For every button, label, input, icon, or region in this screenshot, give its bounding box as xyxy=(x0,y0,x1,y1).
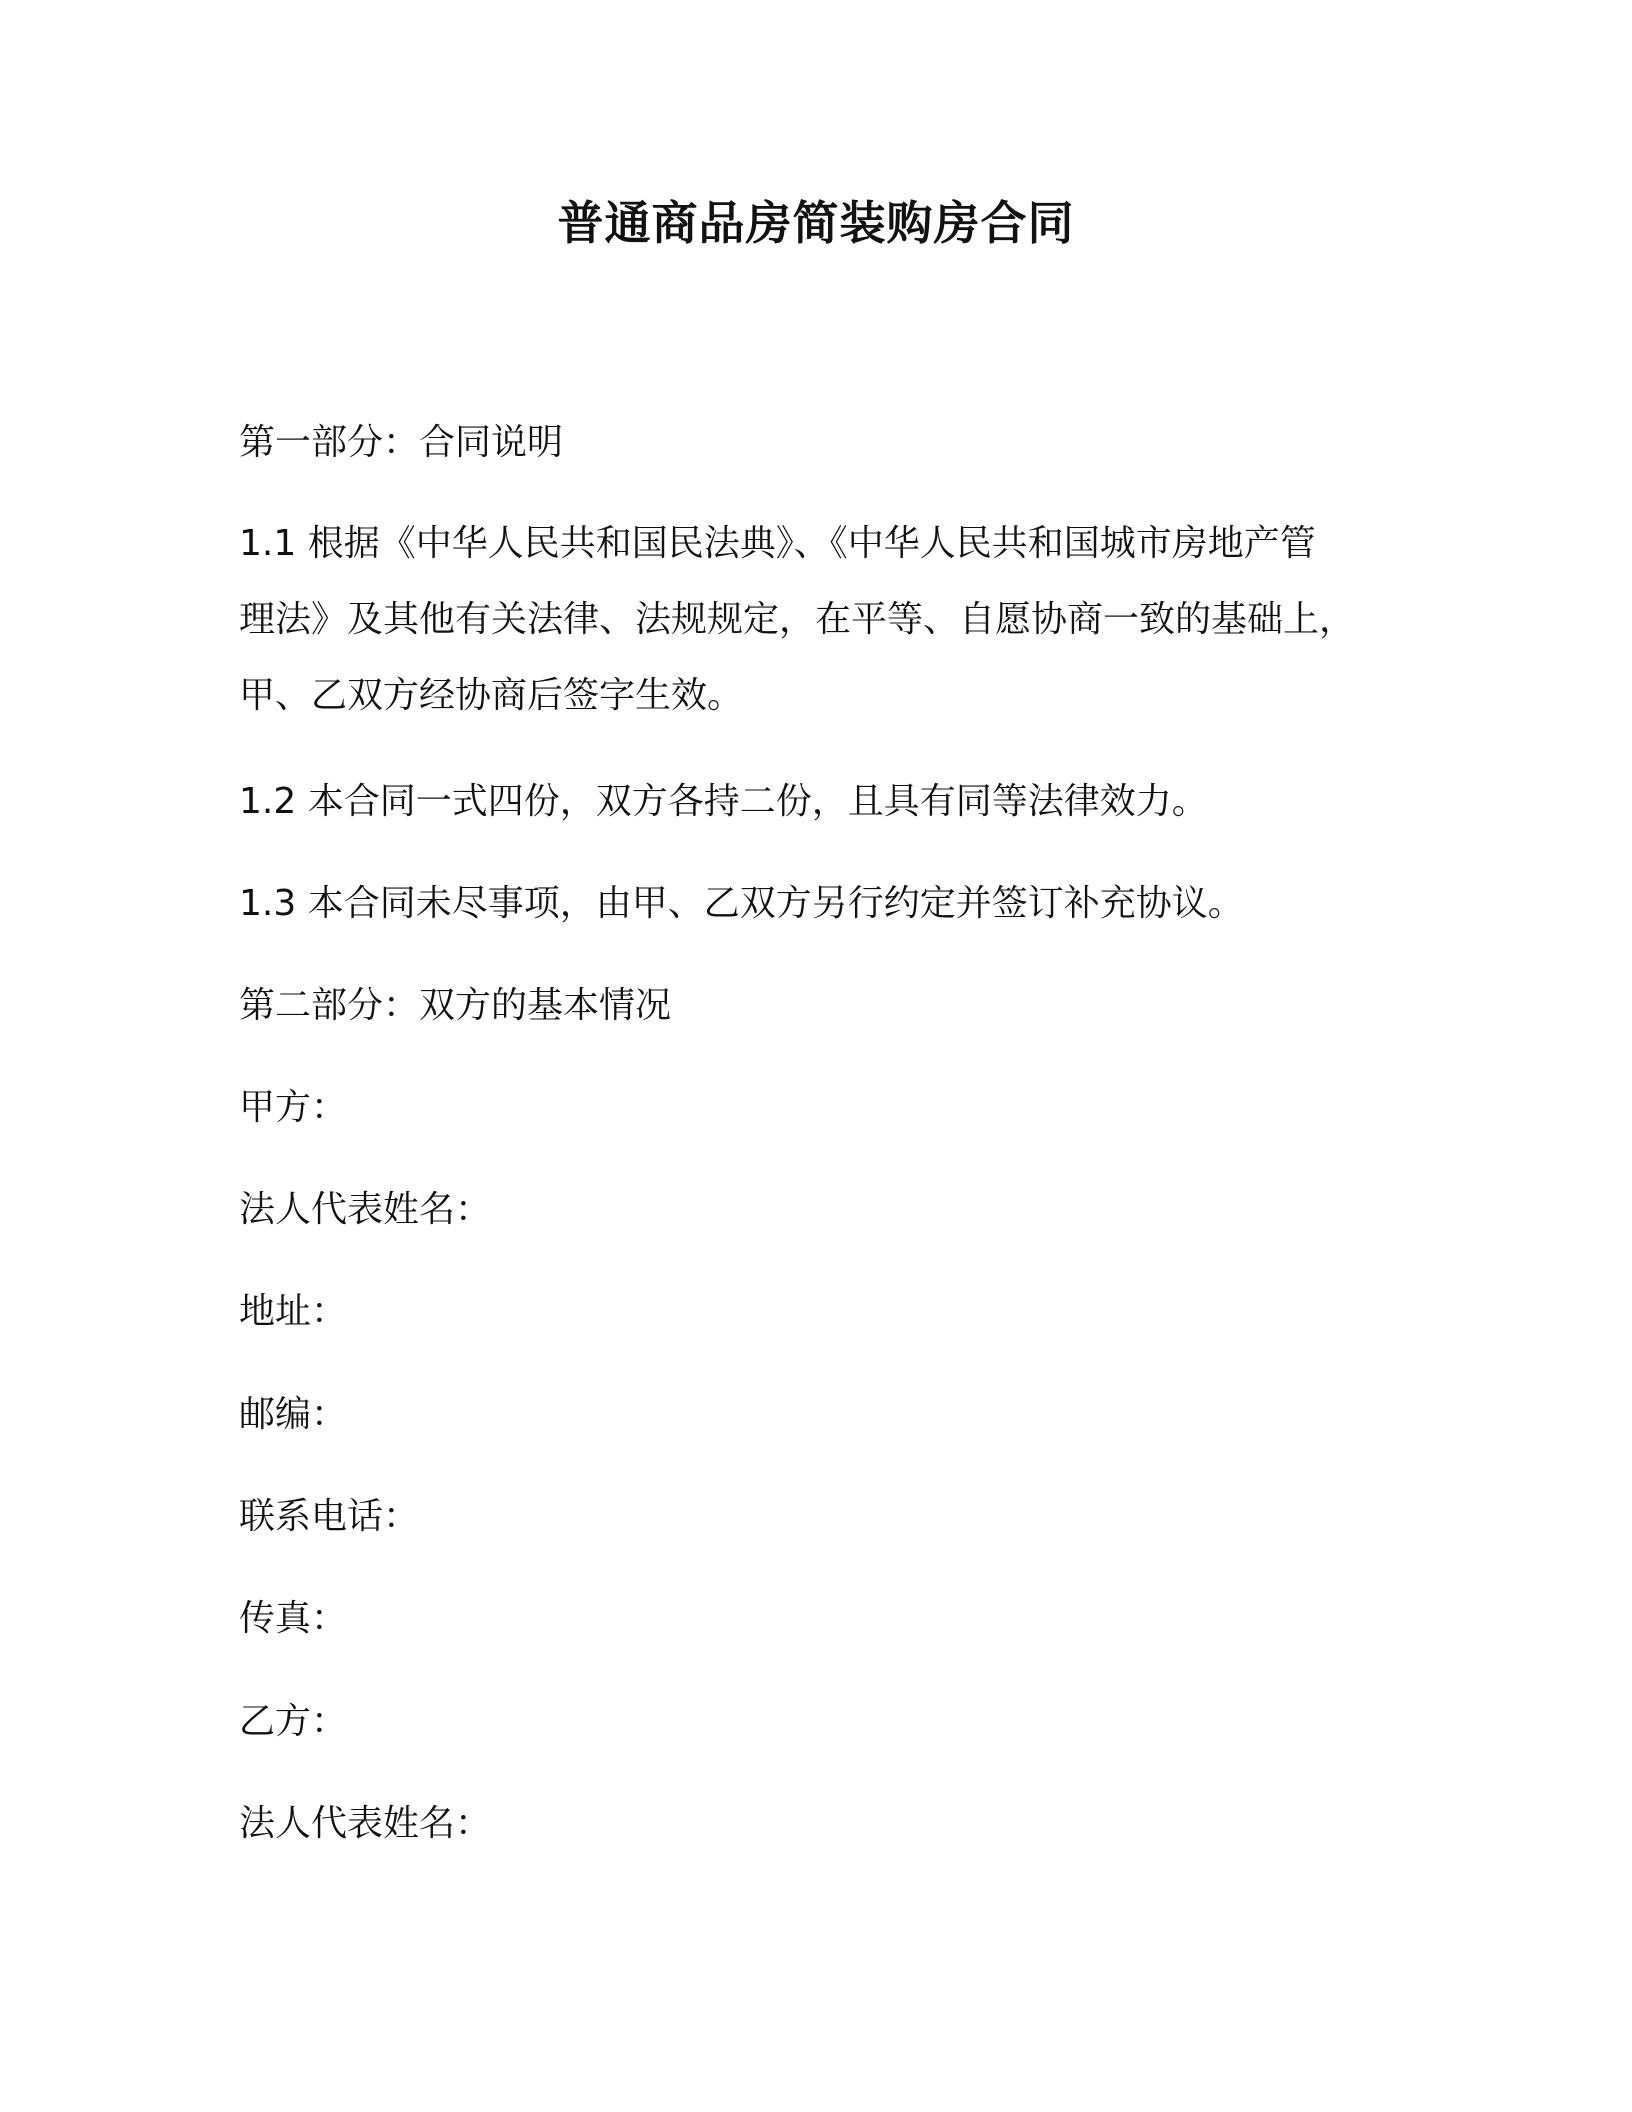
clause-1-2: 1.2 本合同一式四份，双方各持二份，且具有同等法律效力。 xyxy=(239,781,1208,822)
party-a-postcode-label: 邮编： xyxy=(239,1394,348,1435)
clause-1-3: 1.3 本合同未尽事项，由甲、乙双方另行约定并签订补充协议。 xyxy=(239,883,1244,924)
party-a-label: 甲方： xyxy=(239,1087,348,1128)
clause-1-1-line-2: 理法》及其他有关法律、法规规定，在平等、自愿协商一致的基础上， xyxy=(239,599,1356,640)
party-b-legal-rep-label: 法人代表姓名： xyxy=(239,1803,492,1844)
clause-1-1-line-3: 甲、乙双方经协商后签字生效。 xyxy=(239,675,744,716)
party-a-address-label: 地址： xyxy=(239,1291,348,1332)
party-a-phone-label: 联系电话： xyxy=(239,1496,420,1537)
party-a-legal-rep-label: 法人代表姓名： xyxy=(239,1189,492,1230)
part1-heading: 第一部分：合同说明 xyxy=(239,422,564,463)
document-title: 普通商品房简装购房合同 xyxy=(557,196,1075,250)
part2-heading: 第二部分：双方的基本情况 xyxy=(239,985,672,1026)
clause-1-1-line-1: 1.1 根据《中华人民共和国民法典》、《中华人民共和国城市房地产管 xyxy=(239,523,1316,564)
party-a-fax-label: 传真： xyxy=(239,1598,348,1639)
party-b-label: 乙方： xyxy=(239,1701,348,1742)
